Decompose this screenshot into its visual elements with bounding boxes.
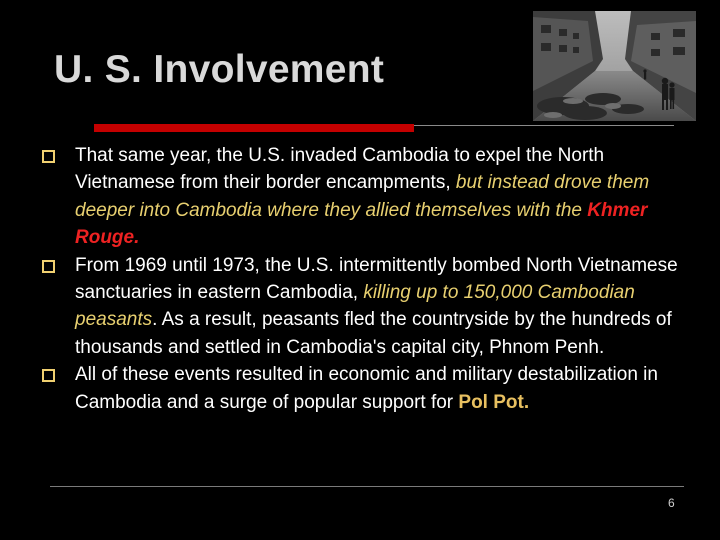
slide-title: U. S. Involvement: [54, 48, 385, 91]
title-divider: [414, 125, 674, 126]
bullet-item: [42, 361, 692, 416]
page-number: 6: [668, 496, 675, 510]
bullet-item: [42, 142, 692, 252]
title-accent-bar: [94, 124, 414, 132]
street-photo: [533, 11, 696, 121]
bullet-list: [42, 142, 692, 416]
bullet-emphasis: Pol Pot.: [458, 391, 530, 413]
bullet-text: From 1969 until 1973, the U.S. intermittently bombed North Vietnamese sanctuaries in eastern Cambodia,: [75, 254, 678, 304]
bullet-text: That same year, the U.S. invaded Cambodia to expel the North Vietnamese from their border encampments,: [75, 145, 605, 194]
bullet-highlight: killing up to 150,000 Cambodian peasants: [75, 282, 635, 331]
hollow-square-bullet-icon: [42, 369, 55, 382]
hollow-square-bullet-icon: [42, 150, 55, 163]
bullet-item: [42, 252, 692, 362]
hollow-square-bullet-icon: [42, 260, 55, 273]
bullet-text-continued: . As a result, peasants fled the countryside by the hundreds of thousands and settled in Cambodia's capital city, Phnom Penh.: [75, 309, 672, 358]
footer-divider: [50, 486, 684, 487]
bullet-text: All of these events resulted in economic and military destabilization in Cambodia and a surge of popular support for: [75, 364, 658, 413]
bullet-highlight: but instead drove them deeper into Cambodia where they allied themselves with the: [75, 172, 650, 221]
bullet-emphasis: Khmer Rouge.: [75, 199, 648, 249]
